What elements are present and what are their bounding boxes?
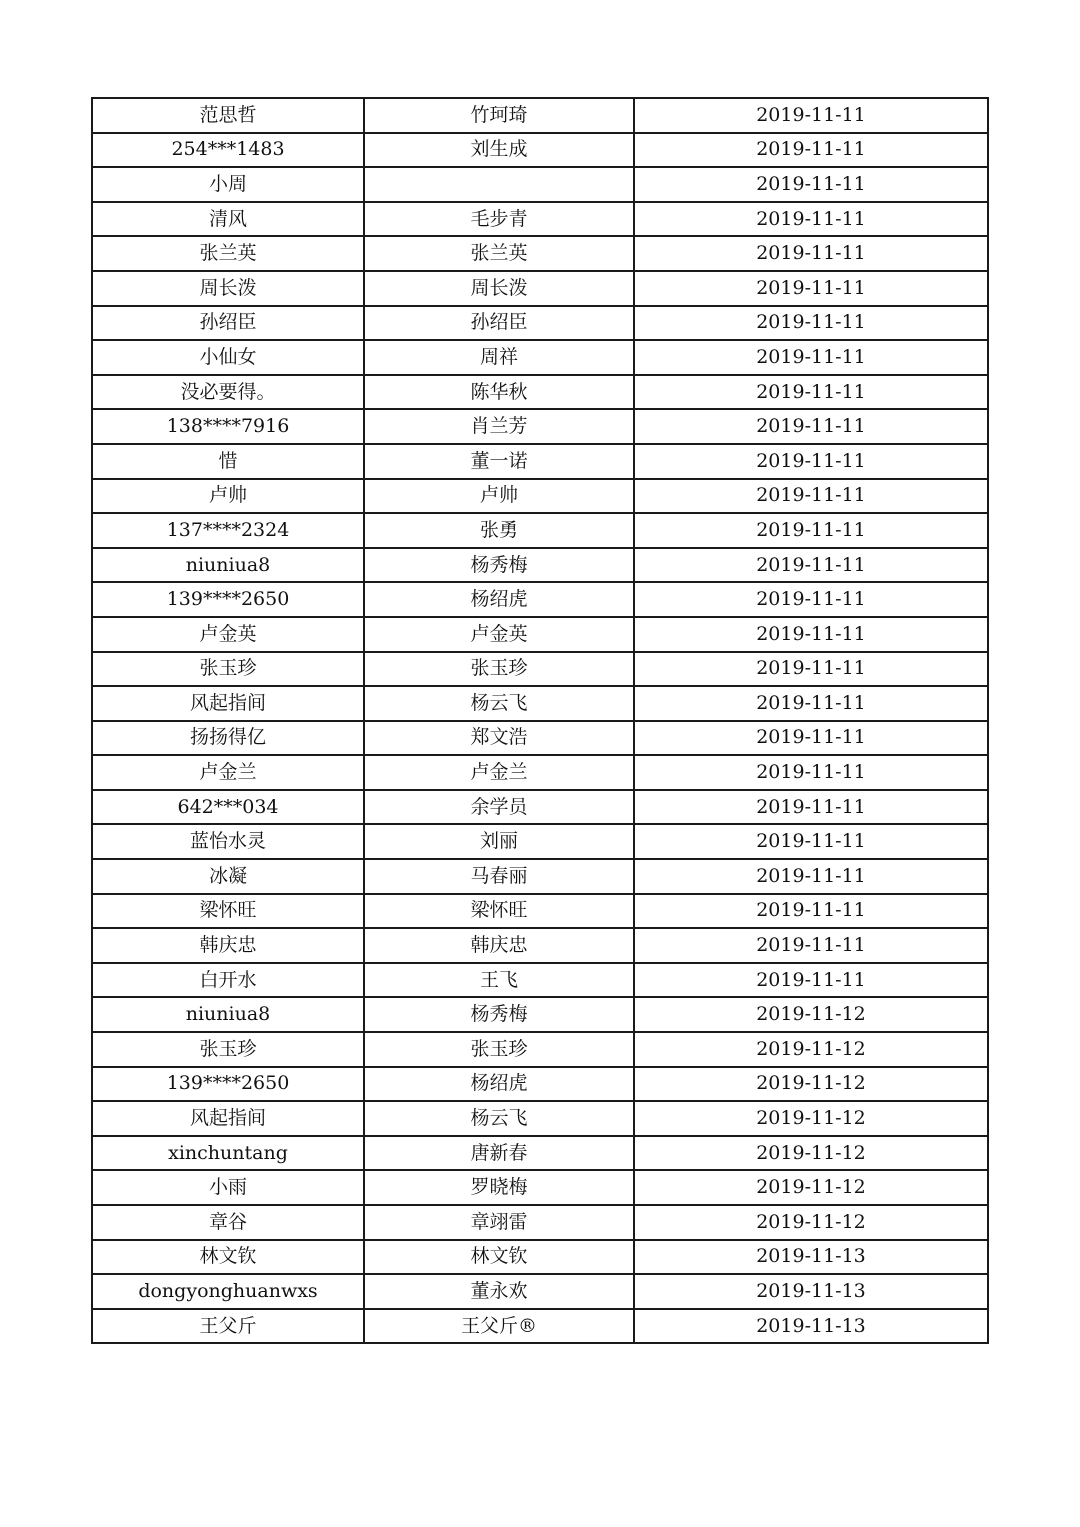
date-cell: 2019-11-13 [634, 1309, 988, 1344]
date-cell: 2019-11-11 [634, 236, 988, 271]
nickname-cell: 卢帅 [92, 479, 364, 514]
table-row [92, 894, 988, 929]
table-row [92, 755, 988, 790]
nickname-cell: 138****7916 [92, 409, 364, 444]
table-row [92, 340, 988, 375]
name-cell: 肖兰芳 [364, 409, 634, 444]
nickname-cell: 小仙女 [92, 340, 364, 375]
table-row [92, 513, 988, 548]
table-row [92, 306, 988, 341]
table-row [92, 202, 988, 237]
date-cell: 2019-11-12 [634, 1205, 988, 1240]
date-cell: 2019-11-13 [634, 1240, 988, 1275]
table-row [92, 997, 988, 1032]
records-table [91, 97, 989, 1344]
table-row [92, 1067, 988, 1102]
name-cell: 孙绍臣 [364, 306, 634, 341]
name-cell: 张勇 [364, 513, 634, 548]
nickname-cell: 张兰英 [92, 236, 364, 271]
date-cell: 2019-11-11 [634, 513, 988, 548]
nickname-cell: niuniua8 [92, 997, 364, 1032]
nickname-cell: 惜 [92, 444, 364, 479]
name-cell: 毛步青 [364, 202, 634, 237]
nickname-cell: 章谷 [92, 1205, 364, 1240]
name-cell: 马春丽 [364, 859, 634, 894]
name-cell: 王父斤® [364, 1309, 634, 1344]
name-cell: 陈华秋 [364, 375, 634, 410]
date-cell: 2019-11-11 [634, 167, 988, 202]
date-cell: 2019-11-11 [634, 271, 988, 306]
name-cell: 余学员 [364, 790, 634, 825]
nickname-cell: 韩庆忠 [92, 928, 364, 963]
table-row [92, 652, 988, 687]
nickname-cell: 小雨 [92, 1170, 364, 1205]
date-cell: 2019-11-11 [634, 824, 988, 859]
table-row [92, 133, 988, 168]
table-row [92, 617, 988, 652]
name-cell: 杨云飞 [364, 686, 634, 721]
name-cell: 张玉珍 [364, 1032, 634, 1067]
date-cell: 2019-11-11 [634, 963, 988, 998]
name-cell: 张兰英 [364, 236, 634, 271]
name-cell: 周祥 [364, 340, 634, 375]
nickname-cell: 没必要得。 [92, 375, 364, 410]
name-cell: 刘生成 [364, 133, 634, 168]
date-cell: 2019-11-11 [634, 375, 988, 410]
records-table-body [92, 98, 988, 1343]
table-row [92, 1032, 988, 1067]
table-row [92, 1101, 988, 1136]
name-cell: 韩庆忠 [364, 928, 634, 963]
name-cell: 杨绍虎 [364, 1067, 634, 1102]
nickname-cell: 周长泼 [92, 271, 364, 306]
name-cell: 刘丽 [364, 824, 634, 859]
nickname-cell: 139****2650 [92, 582, 364, 617]
name-cell: 卢帅 [364, 479, 634, 514]
date-cell: 2019-11-12 [634, 1170, 988, 1205]
date-cell: 2019-11-11 [634, 409, 988, 444]
name-cell: 林文钦 [364, 1240, 634, 1275]
date-cell: 2019-11-12 [634, 1136, 988, 1171]
nickname-cell: 卢金兰 [92, 755, 364, 790]
table-row [92, 1309, 988, 1344]
name-cell: 张玉珍 [364, 652, 634, 687]
name-cell: 唐新春 [364, 1136, 634, 1171]
nickname-cell: xinchuntang [92, 1136, 364, 1171]
table-row [92, 1170, 988, 1205]
table-row [92, 721, 988, 756]
name-cell: 杨绍虎 [364, 582, 634, 617]
table-row [92, 686, 988, 721]
table-row [92, 444, 988, 479]
name-cell: 郑文浩 [364, 721, 634, 756]
date-cell: 2019-11-11 [634, 582, 988, 617]
name-cell: 杨秀梅 [364, 997, 634, 1032]
nickname-cell: 254***1483 [92, 133, 364, 168]
table-row [92, 1240, 988, 1275]
date-cell: 2019-11-11 [634, 306, 988, 341]
name-cell: 罗晓梅 [364, 1170, 634, 1205]
nickname-cell: 蓝怡水灵 [92, 824, 364, 859]
nickname-cell: 扬扬得亿 [92, 721, 364, 756]
nickname-cell: dongyonghuanwxs [92, 1274, 364, 1309]
date-cell: 2019-11-11 [634, 479, 988, 514]
nickname-cell: 卢金英 [92, 617, 364, 652]
date-cell: 2019-11-11 [634, 444, 988, 479]
table-row [92, 548, 988, 583]
nickname-cell: 冰凝 [92, 859, 364, 894]
nickname-cell: 张玉珍 [92, 652, 364, 687]
nickname-cell: 孙绍臣 [92, 306, 364, 341]
table-row [92, 928, 988, 963]
date-cell: 2019-11-11 [634, 721, 988, 756]
nickname-cell: 范思哲 [92, 98, 364, 133]
date-cell: 2019-11-12 [634, 1032, 988, 1067]
nickname-cell: 张玉珍 [92, 1032, 364, 1067]
nickname-cell: 王父斤 [92, 1309, 364, 1344]
name-cell: 王飞 [364, 963, 634, 998]
table-row [92, 963, 988, 998]
date-cell: 2019-11-12 [634, 1067, 988, 1102]
date-cell: 2019-11-11 [634, 928, 988, 963]
nickname-cell: 梁怀旺 [92, 894, 364, 929]
name-cell: 卢金英 [364, 617, 634, 652]
date-cell: 2019-11-12 [634, 997, 988, 1032]
name-cell: 竹珂琦 [364, 98, 634, 133]
date-cell: 2019-11-11 [634, 340, 988, 375]
date-cell: 2019-11-11 [634, 894, 988, 929]
date-cell: 2019-11-11 [634, 652, 988, 687]
table-row [92, 375, 988, 410]
nickname-cell: 小周 [92, 167, 364, 202]
table-row [92, 824, 988, 859]
table-row [92, 479, 988, 514]
name-cell: 卢金兰 [364, 755, 634, 790]
nickname-cell: 清风 [92, 202, 364, 237]
nickname-cell: niuniua8 [92, 548, 364, 583]
table-row [92, 236, 988, 271]
table-row [92, 167, 988, 202]
nickname-cell: 白开水 [92, 963, 364, 998]
date-cell: 2019-11-12 [634, 1101, 988, 1136]
name-cell: 梁怀旺 [364, 894, 634, 929]
date-cell: 2019-11-13 [634, 1274, 988, 1309]
nickname-cell: 642***034 [92, 790, 364, 825]
name-cell: 董一诺 [364, 444, 634, 479]
date-cell: 2019-11-11 [634, 98, 988, 133]
name-cell: 周长泼 [364, 271, 634, 306]
nickname-cell: 137****2324 [92, 513, 364, 548]
name-cell [364, 167, 634, 202]
table-row [92, 1136, 988, 1171]
date-cell: 2019-11-11 [634, 202, 988, 237]
table-row [92, 859, 988, 894]
date-cell: 2019-11-11 [634, 133, 988, 168]
table-row [92, 98, 988, 133]
table-row [92, 409, 988, 444]
table-row [92, 582, 988, 617]
table-row [92, 790, 988, 825]
name-cell: 杨云飞 [364, 1101, 634, 1136]
nickname-cell: 风起指间 [92, 686, 364, 721]
date-cell: 2019-11-11 [634, 859, 988, 894]
date-cell: 2019-11-11 [634, 790, 988, 825]
table-row [92, 271, 988, 306]
nickname-cell: 风起指间 [92, 1101, 364, 1136]
date-cell: 2019-11-11 [634, 755, 988, 790]
date-cell: 2019-11-11 [634, 686, 988, 721]
name-cell: 章翊雷 [364, 1205, 634, 1240]
name-cell: 杨秀梅 [364, 548, 634, 583]
name-cell: 董永欢 [364, 1274, 634, 1309]
nickname-cell: 林文钦 [92, 1240, 364, 1275]
nickname-cell: 139****2650 [92, 1067, 364, 1102]
table-row [92, 1205, 988, 1240]
date-cell: 2019-11-11 [634, 548, 988, 583]
date-cell: 2019-11-11 [634, 617, 988, 652]
table-row [92, 1274, 988, 1309]
